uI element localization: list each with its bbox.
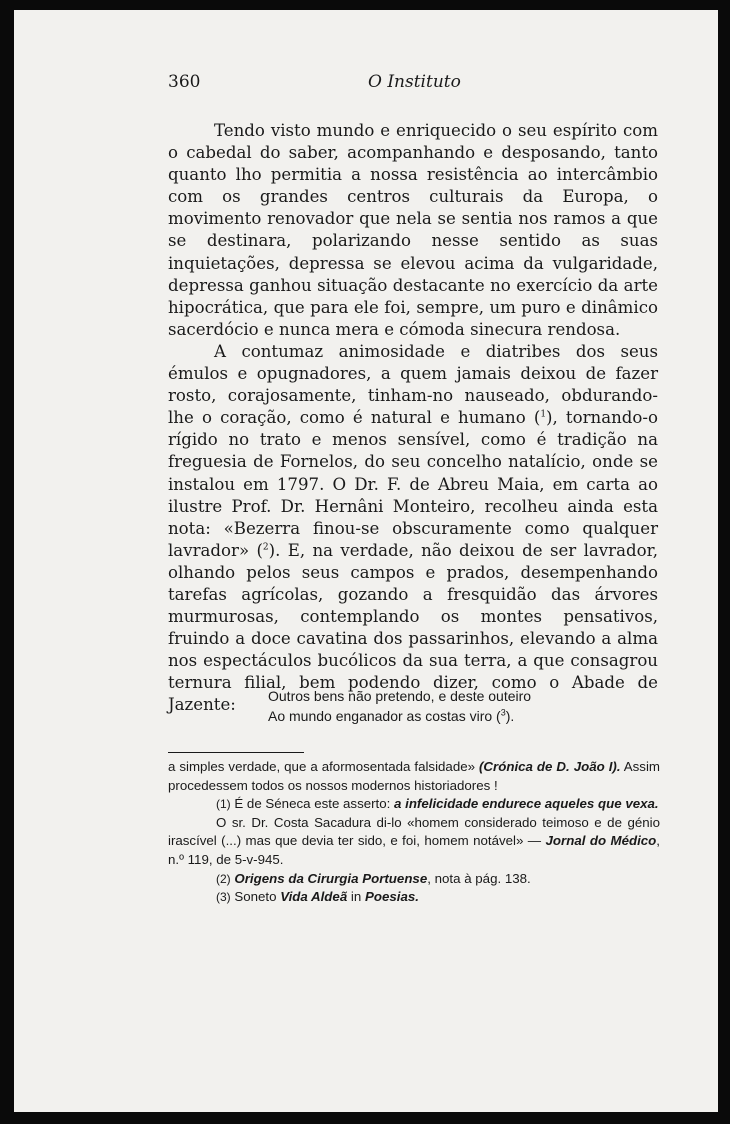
paragraph-2-part-b: ), tornando-o rígido no trato e menos sensível, como é tradição na freguesia de Fornelos, do seu concelho natalício, onde se instalou em 1797. O Dr. F. de Abreu Maia, em carta ao ilustre Prof. Dr. Hernâni Monteiro, recolheu ainda esta nota: «Bezerra finou-se obscuramente como qualquer lavrador» ( — [168, 408, 658, 560]
paragraph-2 — [168, 341, 658, 717]
footnote-2-rest: , nota à pág. 138. — [427, 870, 531, 886]
footnotes — [168, 758, 660, 907]
footnote-1-text: É de Séneca este asserto: — [230, 796, 395, 812]
footnote-ref-2: 2 — [262, 542, 269, 553]
paragraph-2-part-c: ). E, na verdade, não deixou de ser lavrador, olhando pelos seus campos e prados, desempenhando tarefas agrícolas, gozando a fresquidão das árvores murmurosas, contemplando os montes pensativos, fruindo a doce cavatina dos passarinhos, elevando a alma nos espectáculos bucólicos da sua terra, a que consagrou ternura filial, bem podendo dizer, como o Abade de Jazente: — [168, 540, 658, 715]
footnote-1 — [168, 795, 660, 814]
running-title: O Instituto — [368, 72, 461, 92]
footnote-1-mark: (1) — [216, 797, 231, 812]
footnote-ref-3: 3 — [500, 707, 506, 718]
footnote-continuation-end: Assim procedessem todos os nossos modernos historiadores ! — [168, 759, 660, 793]
poem-quote — [268, 686, 531, 726]
poem-line-2-text: Ao mundo enganador as costas viro ( — [268, 708, 501, 724]
poem-line-2 — [268, 706, 531, 726]
page-header — [14, 72, 718, 96]
footnote-1-quote: a infelicidade endurece aqueles que vexa. — [394, 796, 659, 812]
footnote-divider — [168, 752, 304, 753]
page-number: 360 — [168, 72, 201, 92]
footnote-3-in: in — [347, 889, 365, 905]
footnote-continuation-work: (Crónica de D. João I). — [479, 759, 621, 774]
footnote-1-journal: Jornal do Médico — [545, 833, 657, 849]
poem-line-1: Outros bens não pretendo, e deste outeiro — [268, 688, 532, 704]
footnote-ref-1: 1 — [540, 409, 547, 420]
footnote-3-book: Poesias. — [364, 889, 419, 905]
footnote-1-continuation-end: , n.º 119, de 5-v-945. — [168, 833, 660, 867]
footnote-3 — [168, 888, 660, 907]
paragraph-2-part-a: A contumaz animosidade e diatribes dos seus émulos e opugnadores, a quem jamais deixou de fazer rosto, corajosamente, tinham-no nauseado, obdurando-lhe o coração, como é natural e humano ( — [168, 341, 658, 428]
footnote-2 — [168, 870, 660, 889]
footnote-continuation-text: a simples verdade, que a aformosentada falsidade» — [168, 759, 479, 774]
footnote-2-title: Origens da Cirurgia Portuense — [234, 870, 428, 886]
footnote-3-mark: (3) — [216, 890, 231, 905]
footnote-3-text: Soneto — [230, 889, 281, 905]
footnote-1-continuation — [168, 814, 660, 870]
poem-line-2-end: ). — [505, 708, 515, 724]
footnote-1-continuation-text: O sr. Dr. Costa Sacadura di-lo «homem considerado teimoso e de génio irascível (...) mas que devia ter sido, e foi, homem notável» — — [168, 814, 660, 849]
page — [14, 10, 718, 1112]
footnote-3-title: Vida Aldeã — [280, 889, 348, 905]
paragraph-1: Tendo visto mundo e enriquecido o seu espírito com o cabedal do saber, acompanhando e desposando, tanto quanto lho permitia a nossa resistência ao intercâmbio com os grandes centros culturais da Europa, o movimento renovador que nela se sentia nos ramos a que se destinara, polarizando nesse sentido as suas inquietações, depressa se elevou acima da vulgaridade, depressa ganhou situação destacante no exercício da arte hipocrática, que para ele foi, sempre, um puro e dinâmico sacerdócio e nunca mera e cómoda sinecura rendosa. — [168, 121, 658, 339]
footnote-2-mark: (2) — [216, 871, 231, 886]
body-text — [168, 120, 658, 717]
footnote-continuation — [168, 758, 660, 795]
